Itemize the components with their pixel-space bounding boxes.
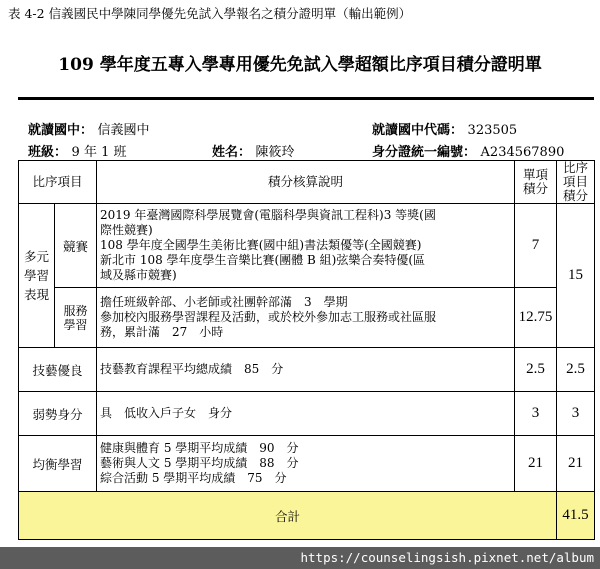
header-total-line2: 項目 (563, 174, 589, 189)
skill-description: 技藝教育課程平均總成績 85 分 (97, 348, 515, 392)
skill-label: 技藝優良 (19, 348, 97, 392)
header-single-line2: 積分 (523, 181, 549, 196)
weak-description: 具 低收入戶子女 身分 (97, 392, 515, 436)
header-total-line1: 比序 (563, 160, 589, 175)
skill-total: 2.5 (557, 348, 595, 392)
school-code-label: 就讀國中代碼： (372, 123, 464, 138)
school-code-field (372, 119, 517, 138)
multi-label-line3: 表現 (23, 287, 49, 302)
description-line: 際性競賽) (100, 223, 153, 237)
watermark-url: https://counselingsish.pixnet.net/album (0, 547, 600, 569)
service-label-line1: 服務 (63, 303, 88, 318)
description-line: 域及縣市競賽) (100, 268, 177, 282)
multi-learning-label (19, 204, 55, 348)
sum-label: 合計 (19, 492, 557, 540)
description-line: 藝術與人文 5 學期平均成績 88 分 (100, 456, 299, 470)
weak-total: 3 (557, 392, 595, 436)
weak-label: 弱勢身分 (19, 392, 97, 436)
description-line: 2019 年臺灣國際科學展覽會(電腦科學與資訊工程科)3 等獎(國 (100, 208, 436, 222)
table-row-balanced (19, 436, 595, 492)
table-row-skill (19, 348, 595, 392)
school-label: 就讀國中： (28, 123, 94, 138)
table-caption: 表 4-2 信義國民中學陳同學優先免試入學報名之積分證明單（輸出範例） (8, 6, 412, 21)
competition-score: 7 (515, 204, 557, 288)
balanced-label: 均衡學習 (19, 436, 97, 492)
score-table (18, 160, 595, 540)
description-line: 務，累計滿 27 小時 (100, 325, 224, 339)
service-label (55, 288, 97, 348)
table-row-competition (19, 204, 595, 288)
name-label: 姓名： (212, 145, 252, 160)
id-field (372, 141, 564, 160)
sum-total: 41.5 (557, 492, 595, 540)
multi-label-line1: 多元 (23, 249, 49, 264)
name-value: 陳筱玲 (255, 145, 295, 160)
header-single-score (515, 161, 557, 204)
header-total-score (557, 161, 595, 204)
table-row-sum (19, 492, 595, 540)
multi-learning-total: 15 (557, 204, 595, 348)
id-value: A234567890 (480, 145, 565, 160)
class-label: 班級： (28, 145, 68, 160)
service-label-line2: 學習 (63, 317, 88, 332)
service-score: 12.75 (515, 288, 557, 348)
title-divider (18, 97, 594, 100)
multi-label-line2: 學習 (23, 268, 49, 283)
weak-score: 3 (515, 392, 557, 436)
description-line: 健康與體育 5 學期平均成績 90 分 (100, 441, 299, 455)
description-line: 新北市 108 學年度學生音樂比賽(團體 B 組)弦樂合奏特優(區 (100, 253, 426, 267)
description-line: 108 學年度全國學生美術比賽(國中組)書法類優等(全國競賽) (100, 238, 422, 252)
header-explain: 積分核算說明 (97, 161, 515, 204)
page-title: 109 學年度五專入學專用優先免試入學超額比序項目積分證明單 (58, 55, 542, 75)
header-single-line1: 單項 (523, 167, 549, 182)
balanced-total: 21 (557, 436, 595, 492)
description-line: 擔任班級幹部、小老師或社團幹部滿 3 學期 (100, 295, 348, 309)
header-total-line3: 積分 (563, 188, 589, 203)
skill-score: 2.5 (515, 348, 557, 392)
school-value: 信義國中 (97, 123, 150, 138)
table-row-service (19, 288, 595, 348)
name-field (212, 141, 295, 160)
header-item: 比序項目 (19, 161, 97, 204)
class-field (28, 141, 127, 160)
competition-description (97, 204, 515, 288)
description-line: 參加校內服務學習課程及活動，或於校外參加志工服務或社區服 (100, 310, 437, 324)
competition-label: 競賽 (55, 204, 97, 288)
description-line: 綜合活動 5 學期平均成績 75 分 (100, 471, 287, 485)
school-code-value: 323505 (467, 123, 518, 138)
balanced-description (97, 436, 515, 492)
service-description (97, 288, 515, 348)
id-label: 身分證統一編號： (372, 145, 477, 160)
table-header-row (19, 161, 595, 204)
table-row-weak (19, 392, 595, 436)
balanced-score: 21 (515, 436, 557, 492)
school-field (28, 119, 150, 138)
class-value: 9 年 1 班 (71, 145, 127, 160)
